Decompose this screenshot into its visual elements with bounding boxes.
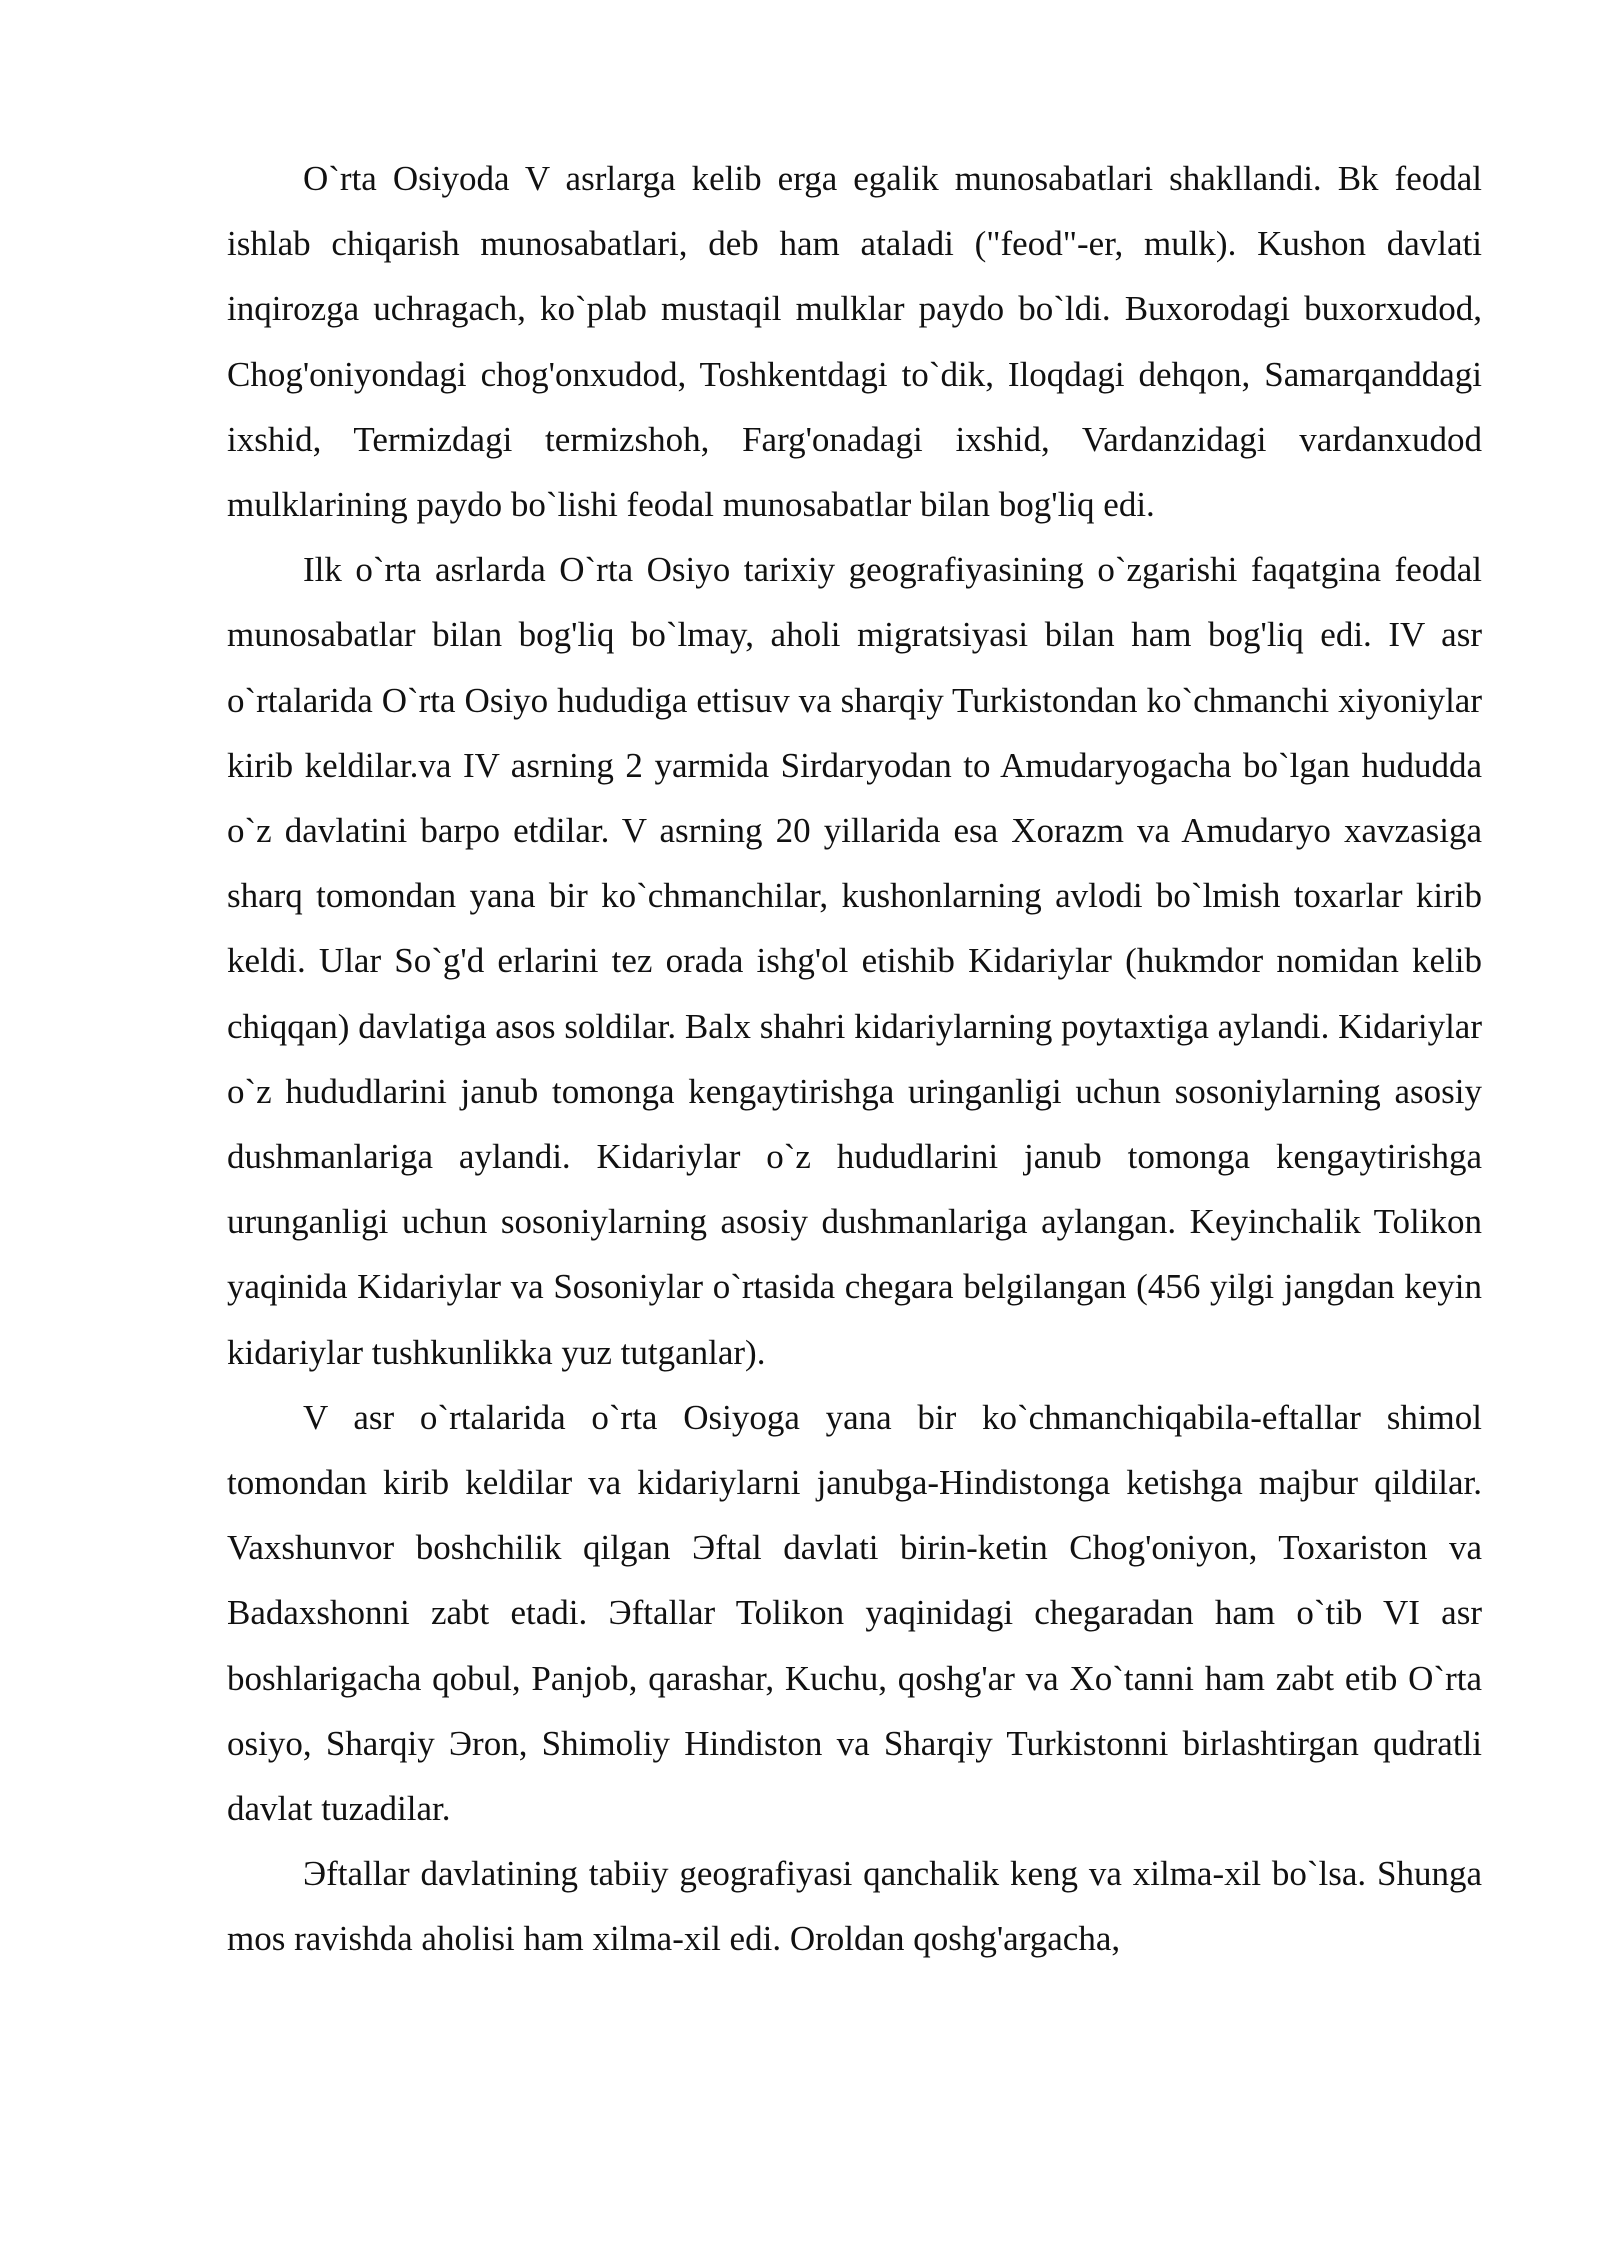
- document-body: [227, 146, 1482, 1972]
- paragraph-1: O`rta Osiyoda V asrlarga kelib erga egalik munosabatlari shakllandi. Bk feodal ishlab chiqarish munosabatlari, deb ham ataladi ("feod"-er, mulk). Kushon davlati inqirozga uchragach, ko`plab mustaqil mulklar paydo bo`ldi. Buxorodagi buxorxudod, Chog'oniyondagi chog'onxudod, Toshkentdagi to`dik, Iloqdagi dehqon, Samarqanddagi ixshid, Termizdagi termizshoh, Farg'onadagi ixshid, Vardanzidagi vardanxudod mulklarining paydo bo`lishi feodal munosabatlar bilan bog'liq edi.: [227, 159, 1482, 525]
- paragraph-3: V asr o`rtalarida o`rta Osiyoga yana bir ko`chmanchiqabila-eftallar shimol tomondan kirib keldilar va kidariylarni janubga-Hindistonga ketishga majbur qildilar. Vaxshunvor boshchilik qilgan Эftal davlati birin-ketin Chog'oniyon, Toxariston va Badaxshonni zabt etadi. Эftallar Tolikon yaqinidagi chegaradan ham o`tib VI asr boshlarigacha qobul, Panjob, qarashar, Kuchu, qoshg'ar va Xo`tanni ham zabt etib O`rta osiyo, Sharqiy Эron, Shimoliy Hindiston va Sharqiy Turkistonni birlashtirgan qudratli davlat tuzadilar.: [227, 1397, 1482, 1829]
- paragraph-2: Ilk o`rta asrlarda O`rta Osiyo tarixiy geografiyasining o`zgarishi faqatgina feodal munosabatlar bilan bog'liq bo`lmay, aholi migratsiyasi bilan ham bog'liq edi. IV asr o`rtalarida O`rta Osiyo hududiga ettisuv va sharqiy Turkistondan ko`chmanchi xiyoniylar kirib keldilar.va IV asrning 2 yarmida Sirdaryodan to Amudaryogacha bo`lgan hududda o`z davlatini barpo etdilar. V asrning 20 yillarida esa Xorazm va Amudaryo xavzasiga sharq tomondan yana bir ko`chmanchilar, kushonlarning avlodi bo`lmish toxarlar kirib keldi. Ular So`g'd erlarini tez orada ishg'ol etishib Kidariylar (hukmdor nomidan kelib chiqqan) davlatiga asos soldilar. Balx shahri kidariylarning poytaxtiga aylandi. Kidariylar o`z hududlarini janub tomonga kengaytirishga uringanligi uchun sosoniylarning asosiy dushmanlariga aylandi. Kidariylar o`z hududlarini janub tomonga kengaytirishga urunganligi uchun sosoniylarning asosiy dushmanlariga aylangan. Keyinchalik Tolikon yaqinida Kidariylar va Sosoniylar o`rtasida chegara belgilangan (456 yilgi jangdan keyin kidariylar tushkunlikka yuz tutganlar).: [227, 550, 1482, 1372]
- paragraph-4: Эftallar davlatining tabiiy geografiyasi qanchalik keng va xilma-xil bo`lsa. Shunga mos ravishda aholisi ham xilma-xil edi. Oroldan qoshg'argacha,: [227, 1854, 1482, 1959]
